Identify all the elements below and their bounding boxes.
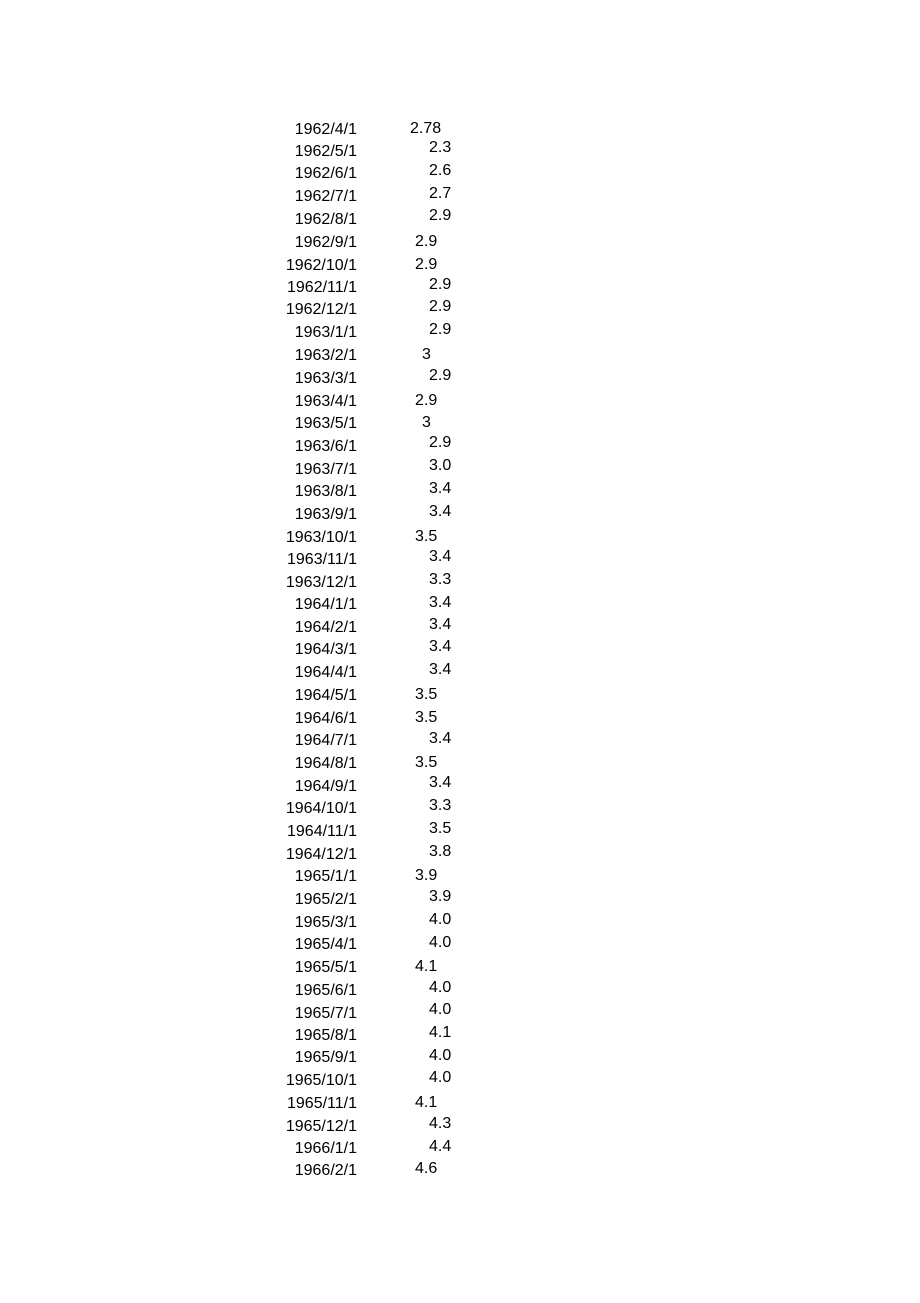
date-cell: 1962/4/1 (294, 121, 357, 138)
date-cell: 1964/7/1 (294, 732, 357, 749)
date-cell: 1964/4/1 (294, 664, 357, 681)
date-cell: 1963/2/1 (294, 347, 357, 364)
value-cell: 3.9 (429, 888, 452, 905)
value-cell: 2.78 (410, 120, 442, 137)
value-cell: 3.5 (429, 820, 452, 837)
value-cell: 3.8 (429, 843, 452, 860)
value-cell: 4.4 (429, 1138, 452, 1155)
date-cell: 1964/12/1 (285, 846, 357, 863)
date-cell: 1962/9/1 (294, 234, 357, 251)
value-cell: 2.9 (429, 367, 452, 384)
value-cell: 2.9 (415, 392, 438, 409)
date-cell: 1963/4/1 (294, 393, 357, 410)
date-cell: 1965/9/1 (294, 1049, 357, 1066)
date-cell: 1964/11/1 (287, 823, 357, 840)
date-cell: 1963/11/1 (287, 551, 357, 568)
date-cell: 1963/12/1 (285, 574, 357, 591)
date-cell: 1965/4/1 (294, 936, 357, 953)
value-cell: 2.9 (415, 256, 438, 273)
date-cell: 1964/2/1 (294, 619, 357, 636)
date-cell: 1962/8/1 (294, 211, 357, 228)
date-cell: 1962/12/1 (285, 301, 357, 318)
date-cell: 1964/3/1 (294, 641, 357, 658)
date-cell: 1964/9/1 (294, 778, 357, 795)
value-cell: 2.9 (429, 276, 452, 293)
date-cell: 1966/1/1 (294, 1140, 357, 1157)
value-cell: 3.4 (429, 594, 452, 611)
value-cell: 3.4 (429, 661, 452, 678)
date-cell: 1963/6/1 (294, 438, 357, 455)
value-cell: 3.4 (429, 503, 452, 520)
date-cell: 1962/11/1 (287, 279, 357, 296)
date-cell: 1965/11/1 (287, 1095, 357, 1112)
value-cell: 4.0 (429, 979, 452, 996)
date-cell: 1965/6/1 (294, 982, 357, 999)
date-cell: 1962/5/1 (294, 143, 357, 160)
value-cell: 3.0 (429, 457, 452, 474)
value-cell: 3.3 (429, 571, 452, 588)
date-cell: 1965/1/1 (294, 868, 357, 885)
date-cell: 1965/12/1 (285, 1118, 357, 1135)
date-cell: 1963/8/1 (294, 483, 357, 500)
value-cell: 4.3 (429, 1115, 452, 1132)
date-cell: 1964/6/1 (294, 710, 357, 727)
value-cell: 3.4 (429, 480, 452, 497)
value-cell: 3.5 (415, 709, 438, 726)
date-cell: 1962/7/1 (294, 188, 357, 205)
date-cell: 1965/7/1 (294, 1005, 357, 1022)
date-cell: 1965/8/1 (294, 1027, 357, 1044)
value-cell: 3 (422, 414, 431, 431)
value-cell: 4.6 (415, 1160, 438, 1177)
date-cell: 1962/6/1 (294, 165, 357, 182)
value-cell: 2.3 (429, 139, 452, 156)
value-cell: 3 (422, 346, 431, 363)
date-cell: 1965/3/1 (294, 914, 357, 931)
value-cell: 4.0 (429, 934, 452, 951)
value-cell: 3.4 (429, 730, 452, 747)
value-cell: 3.4 (429, 638, 452, 655)
value-cell: 2.9 (415, 233, 438, 250)
date-cell: 1963/5/1 (294, 415, 357, 432)
value-cell: 2.7 (429, 185, 452, 202)
value-cell: 3.5 (415, 754, 438, 771)
value-cell: 4.1 (415, 958, 438, 975)
value-cell: 4.0 (429, 1047, 452, 1064)
value-cell: 2.9 (429, 434, 452, 451)
date-cell: 1964/5/1 (294, 687, 357, 704)
value-cell: 3.4 (429, 774, 452, 791)
value-cell: 4.1 (415, 1094, 438, 1111)
date-cell: 1966/2/1 (294, 1162, 357, 1179)
value-cell: 3.5 (415, 686, 438, 703)
date-cell: 1965/10/1 (285, 1072, 357, 1089)
date-cell: 1964/1/1 (294, 596, 357, 613)
date-cell: 1963/7/1 (294, 461, 357, 478)
value-cell: 4.0 (429, 1001, 452, 1018)
value-cell: 3.9 (415, 867, 438, 884)
value-cell: 2.9 (429, 298, 452, 315)
date-cell: 1965/5/1 (294, 959, 357, 976)
date-cell: 1962/10/1 (285, 257, 357, 274)
date-cell: 1963/10/1 (285, 529, 357, 546)
value-cell: 4.0 (429, 911, 452, 928)
value-cell: 2.9 (429, 207, 452, 224)
value-cell: 4.1 (429, 1024, 452, 1041)
value-cell: 2.9 (429, 321, 452, 338)
date-cell: 1964/8/1 (294, 755, 357, 772)
value-cell: 3.4 (429, 548, 452, 565)
value-cell: 4.0 (429, 1069, 452, 1086)
date-cell: 1963/1/1 (294, 324, 357, 341)
value-cell: 3.5 (415, 528, 438, 545)
date-cell: 1964/10/1 (285, 800, 357, 817)
date-cell: 1965/2/1 (294, 891, 357, 908)
value-cell: 2.6 (429, 162, 452, 179)
date-cell: 1963/9/1 (294, 506, 357, 523)
value-cell: 3.4 (429, 616, 452, 633)
value-cell: 3.3 (429, 797, 452, 814)
date-cell: 1963/3/1 (294, 370, 357, 387)
